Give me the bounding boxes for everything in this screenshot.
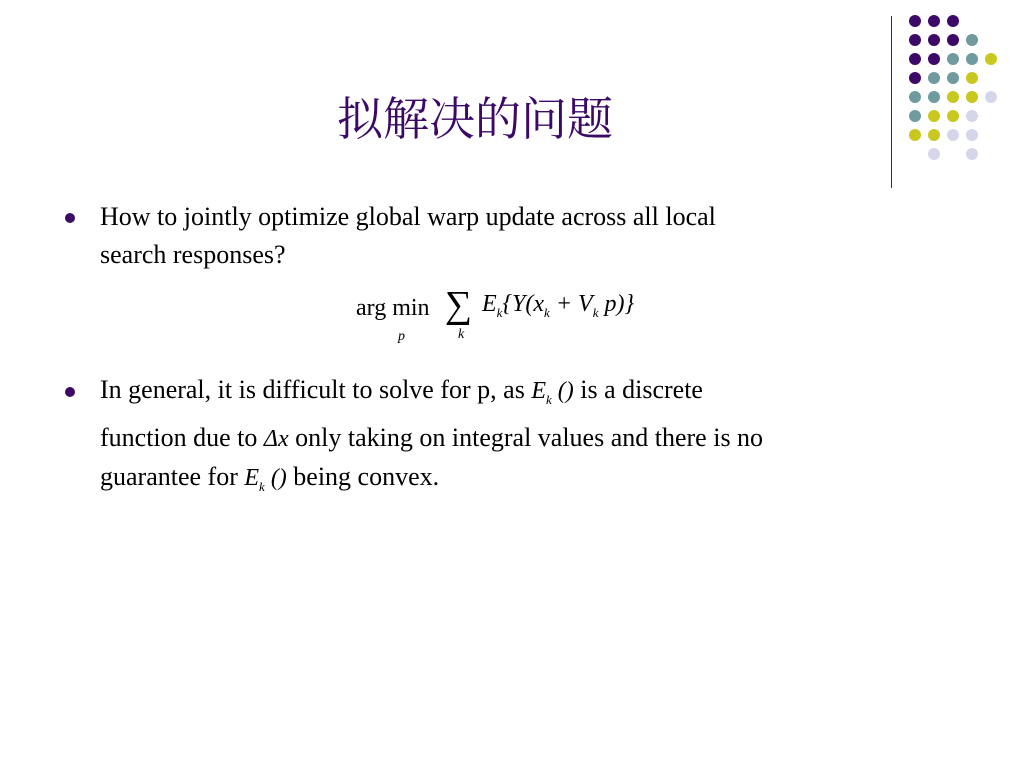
formula-sub-p: p bbox=[398, 329, 405, 344]
argmin-formula bbox=[356, 285, 696, 355]
decorative-dot bbox=[909, 15, 921, 27]
bullet2-line3 bbox=[100, 458, 980, 506]
decorative-dot bbox=[928, 91, 940, 103]
bullet2-seg5: guarantee for bbox=[100, 461, 238, 491]
decorative-dot bbox=[928, 110, 940, 122]
bullet1-line2: search responses? bbox=[100, 240, 286, 269]
bullet1-line1: How to jointly optimize global warp update across all local bbox=[100, 202, 716, 231]
decorative-dot bbox=[909, 53, 921, 65]
bullet-text-2 bbox=[100, 371, 980, 506]
decorative-dot bbox=[985, 91, 997, 103]
math-delta-x: Δx bbox=[263, 425, 289, 452]
bullet2-seg4: only taking on integral values and there is no bbox=[295, 422, 764, 452]
bullet-marker bbox=[65, 387, 75, 397]
decorative-dot-grid bbox=[909, 15, 1009, 165]
decorative-dot bbox=[928, 53, 940, 65]
formula-sub-k: k bbox=[458, 327, 465, 342]
bullet2-seg2: is a discrete bbox=[580, 375, 703, 404]
decorative-dot bbox=[966, 129, 978, 141]
bullet2-seg1: In general, it is difficult to solve for p, as bbox=[100, 375, 525, 404]
divider-line bbox=[891, 16, 892, 188]
bullet-marker bbox=[65, 213, 75, 223]
decorative-dot bbox=[947, 129, 959, 141]
decorative-dot bbox=[928, 148, 940, 160]
decorative-dot bbox=[909, 72, 921, 84]
decorative-dot bbox=[966, 72, 978, 84]
decorative-dot bbox=[947, 15, 959, 27]
decorative-dot bbox=[947, 53, 959, 65]
decorative-dot bbox=[909, 110, 921, 122]
decorative-dot bbox=[909, 34, 921, 46]
decorative-dot bbox=[928, 34, 940, 46]
bullet-text-1 bbox=[100, 198, 980, 274]
decorative-dot bbox=[928, 129, 940, 141]
decorative-dot bbox=[947, 110, 959, 122]
decorative-dot bbox=[909, 129, 921, 141]
decorative-dot bbox=[947, 72, 959, 84]
math-E-k: $E_k$ () bbox=[244, 464, 287, 494]
decorative-dot bbox=[966, 148, 978, 160]
decorative-dot bbox=[947, 91, 959, 103]
math-E-k: $E_k$ () bbox=[531, 378, 574, 407]
bullet2-line2 bbox=[100, 419, 980, 458]
decorative-dot bbox=[966, 34, 978, 46]
decorative-dot bbox=[966, 53, 978, 65]
decorative-dot bbox=[928, 72, 940, 84]
decorative-dot bbox=[909, 91, 921, 103]
decorative-dot bbox=[966, 110, 978, 122]
decorative-dot bbox=[985, 53, 997, 65]
bullet2-seg6: being convex. bbox=[293, 461, 440, 491]
formula-sum-symbol: ∑ bbox=[445, 284, 473, 326]
decorative-dot bbox=[966, 91, 978, 103]
bullet2-seg3: function due to bbox=[100, 422, 258, 452]
decorative-dot bbox=[947, 34, 959, 46]
slide-title: 拟解决的问题 bbox=[337, 92, 613, 146]
formula-expression: $E_k\{Y(x_k + V_k$ p)} bbox=[482, 291, 635, 320]
bullet2-line1 bbox=[100, 371, 980, 419]
formula-argmin: arg min bbox=[356, 295, 430, 321]
decorative-dot bbox=[928, 15, 940, 27]
